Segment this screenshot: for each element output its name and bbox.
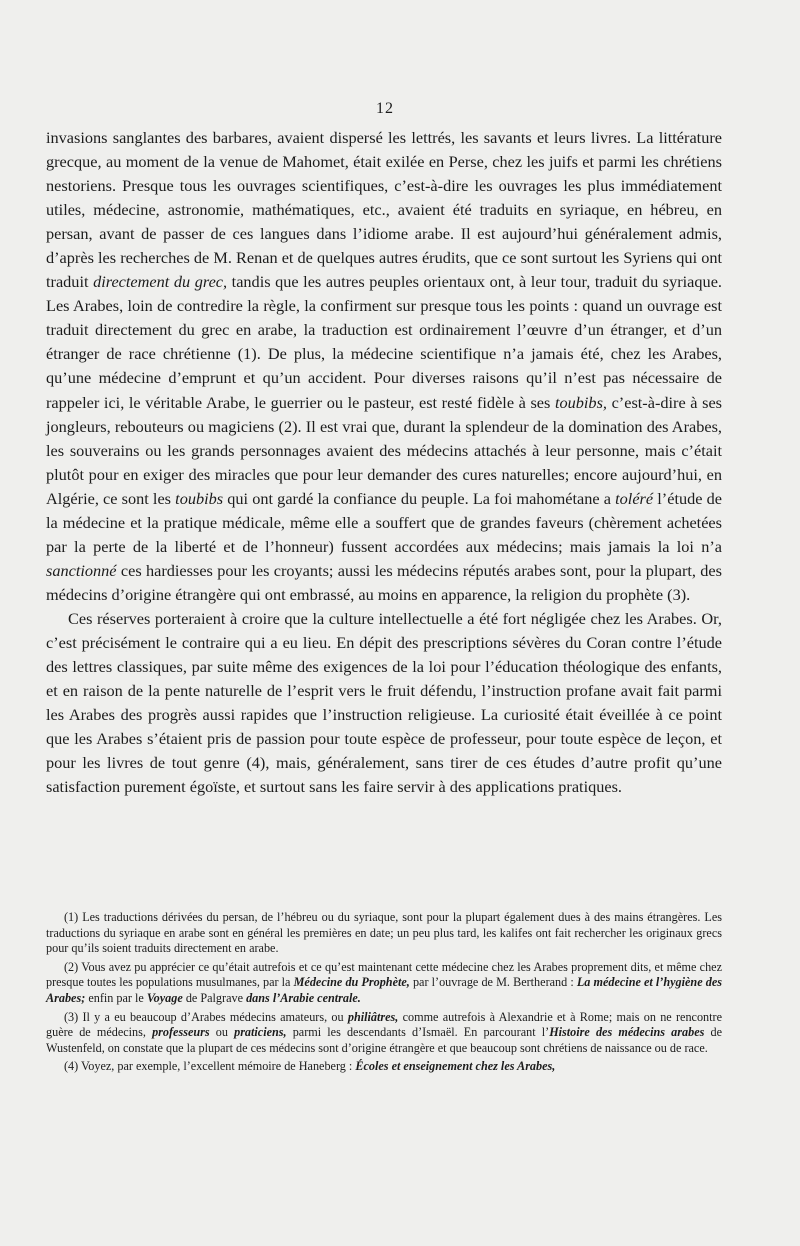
- text-segment: par l’ouvrage de M. Bertherand :: [409, 975, 577, 990]
- italic-text-segment: praticiens,: [234, 1025, 287, 1040]
- text-segment: ces hardiesses pour les croyants; aussi les médecins réputés arabes sont, pour la plupart, des médecins d’origine étrangère qui ont embrassé, au moins en apparence, la religion du prophète (3).: [46, 560, 722, 604]
- italic-text-segment: Histoire des médecins arabes: [549, 1025, 705, 1040]
- italic-text-segment: toubibs: [175, 488, 224, 508]
- text-segment: qui ont gardé la confiance du peuple. La foi mahométane a: [223, 488, 616, 508]
- text-segment: comme autrefois à Alexandrie et à Rome; mais on ne rencontre guère de médecins,: [46, 1009, 722, 1040]
- footnotes: [46, 910, 722, 1078]
- italic-text-segment: professeurs: [152, 1025, 210, 1040]
- footnote: [46, 910, 722, 957]
- italic-text-segment: toubibs,: [554, 392, 607, 412]
- text-segment: de Wustenfeld, on constate que la plupart de ces médecins sont d’origine étrangère et que beaucoup sont chrétiens de naissance ou de race.: [46, 1025, 723, 1055]
- text-segment: (1) Les traductions dérivées du persan, de l’hébreu ou du syriaque, sont pour la plupart également dues à des mains étrangères. Les traductions du syriaque en arabe sont en général les premières en date; un peu plus tard, les kalifes ont fait rechercher les originaux grecs pour qu’ils soient traduits directement en arabe.: [46, 910, 722, 956]
- footnote: [46, 1059, 722, 1075]
- italic-text-segment: philiâtres,: [347, 1009, 399, 1024]
- text-segment: l’étude de la médecine et la pratique médicale, même elle a souffert que de grandes faveurs (chèrement achetées par la perte de la liberté et de l’honneur) fussent accordées aux médecins; mais jamais la loi n’a: [46, 488, 722, 556]
- text-segment: invasions sanglantes des barbares, avaient dispersé les lettrés, les savants et leurs livres. La littérature grecque, au moment de la venue de Mahomet, était exilée en Perse, chez les juifs et parmi les chrétiens nestoriens. Presque tous les ouvrages scientifiques, c’est-à-dire les ouvrages les plus immédiatement utiles, médecine, astronomie, mathématiques, etc., avaient été traduits en syriaque, en hébreu, en persan, avant de passer de ces langues dans l’idiome arabe. Il est aujourd’hui généralement admis, d’après les recherches de M. Renan et de quelques autres érudits, que ce sont surtout les Syriens qui ont traduit: [46, 128, 722, 292]
- text-segment: Ces réserves porteraient à croire que la culture intellectuelle a été fort négligée chez les Arabes. Or, c’est précisément le contraire qui a eu lieu. En dépit des prescriptions sévères du Coran contre l’étude des lettres classiques, par suite même des exigences de la loi pour l’éducation théologique des enfants, et en raison de la pente naturelle de l’esprit vers le fruit défendu, l’instruction profane avait fait parmi les Arabes des progrès aussi rapides que l’instruction religieuse. La curiosité était éveillée à ce point que les Arabes s’étaient pris de passion pour toute espèce de professeur, pour toute espèce de leçon, et pour les livres de tout genre (4), mais, généralement, sans tirer de ces études d’autre profit qu’une satisfaction purement égoïste, et surtout sans les faire servir à des applications pratiques.: [46, 608, 722, 797]
- text-segment: (3) Il y a eu beaucoup d’Arabes médecins amateurs, ou: [64, 1009, 348, 1024]
- text-segment: c’est-à-dire à ses jongleurs, rebouteurs ou magiciens (2). Il est vrai que, durant la splendeur de la domination des Arabes, les souverains ou les grands personnages avaient des médecins attachés à leur personne, mais c’était plutôt pour en exiger des miracles que pour leur demander des cures naturelles; encore aujourd’hui, en Algérie, ce sont les: [46, 392, 723, 508]
- text-segment: parmi les descendants d’Ismaël. En parcourant l’: [286, 1025, 550, 1040]
- text-segment: enfin par le: [85, 990, 147, 1005]
- footnote: [46, 1010, 722, 1057]
- italic-text-segment: sanctionné: [46, 560, 117, 580]
- main-text: [46, 126, 722, 799]
- italic-text-segment: La médecine et l’hygiène des Arabes;: [46, 975, 722, 1005]
- italic-text-segment: toléré: [615, 488, 654, 508]
- paragraph: [46, 607, 722, 799]
- page-number: 12: [376, 100, 394, 117]
- italic-text-segment: directement du grec,: [93, 272, 228, 292]
- text-segment: ou: [209, 1025, 235, 1040]
- text-segment: (2) Vous avez pu apprécier ce qu’était autrefois et ce qu’est maintenant cette médecine chez les Arabes proprement dits, et même chez presque toutes les populations musulmanes, par la: [46, 959, 722, 990]
- text-segment: (4) Voyez, par exemple, l’excellent mémoire de Haneberg :: [64, 1059, 356, 1074]
- paragraph: [46, 126, 722, 607]
- footnote: [46, 960, 722, 1007]
- italic-text-segment: dans l’Arabie centrale.: [246, 990, 361, 1005]
- text-segment: de Palgrave: [182, 990, 247, 1005]
- italic-text-segment: Médecine du Prophète,: [293, 975, 410, 990]
- text-segment: tandis que les autres peuples orientaux ont, à leur tour, traduit du syriaque. Les Arabes, loin de contredire la règle, la confirment sur presque tous les points : quand un ouvrage est traduit directement du grec en arabe, la traduction est ordinairement l’œuvre d’un étranger, et d’un étranger de race chrétienne (1). De plus, la médecine scientifique n’a jamais été, chez les Arabes, qu’une médecine d’emprunt et qu’un accident. Pour diverses raisons qu’il n’est pas nécessaire de rappeler ici, le véritable Arabe, le guerrier ou le pasteur, est resté fidèle à ses: [46, 272, 722, 412]
- italic-text-segment: Voyage: [146, 990, 183, 1005]
- italic-text-segment: Écoles et enseignement chez les Arabes,: [355, 1059, 556, 1074]
